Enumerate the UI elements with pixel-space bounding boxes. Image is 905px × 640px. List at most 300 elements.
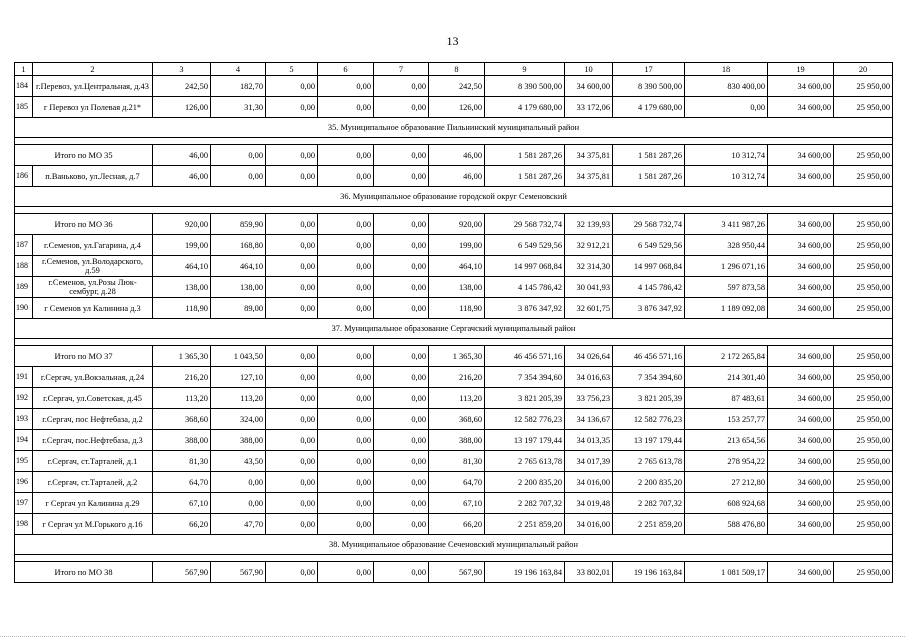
- value-cell: 0,00: [266, 514, 318, 535]
- value-cell: 34 600,00: [768, 214, 834, 235]
- row-number: 189: [15, 277, 33, 298]
- value-cell: 138,00: [429, 277, 485, 298]
- value-cell: 138,00: [153, 277, 211, 298]
- value-cell: 32 314,30: [565, 256, 613, 277]
- value-cell: 368,60: [153, 409, 211, 430]
- row-number: 192: [15, 388, 33, 409]
- value-cell: 0,00: [266, 256, 318, 277]
- value-cell: 0,00: [374, 166, 429, 187]
- value-cell: 0,00: [266, 298, 318, 319]
- value-cell: 1 581 287,26: [485, 166, 565, 187]
- value-cell: 830 400,00: [685, 76, 768, 97]
- value-cell: 0,00: [211, 493, 266, 514]
- value-cell: 0,00: [374, 514, 429, 535]
- value-cell: 0,00: [374, 367, 429, 388]
- value-cell: 214 301,40: [685, 367, 768, 388]
- column-header: 10: [565, 63, 613, 76]
- value-cell: 0,00: [318, 493, 374, 514]
- value-cell: 0,00: [318, 145, 374, 166]
- value-cell: 34 600,00: [768, 493, 834, 514]
- value-cell: 0,00: [266, 145, 318, 166]
- value-cell: 25 950,00: [834, 493, 893, 514]
- value-cell: 0,00: [266, 562, 318, 583]
- blank-cell: [15, 207, 893, 214]
- value-cell: 0,00: [266, 235, 318, 256]
- value-cell: 25 950,00: [834, 277, 893, 298]
- value-cell: 588 476,80: [685, 514, 768, 535]
- value-cell: 2 765 613,78: [485, 451, 565, 472]
- value-cell: 0,00: [266, 166, 318, 187]
- table-row: [15, 235, 893, 256]
- value-cell: 118,90: [429, 298, 485, 319]
- value-cell: 46,00: [429, 166, 485, 187]
- value-cell: 34 016,00: [565, 514, 613, 535]
- value-cell: 1 043,50: [211, 346, 266, 367]
- value-cell: 32 912,21: [565, 235, 613, 256]
- value-cell: 0,00: [685, 97, 768, 118]
- value-cell: 4 145 786,42: [613, 277, 685, 298]
- value-cell: 29 568 732,74: [485, 214, 565, 235]
- value-cell: 1 581 287,26: [613, 166, 685, 187]
- value-cell: 66,20: [153, 514, 211, 535]
- value-cell: 0,00: [374, 409, 429, 430]
- column-header: 3: [153, 63, 211, 76]
- value-cell: 13 197 179,44: [613, 430, 685, 451]
- value-cell: 25 950,00: [834, 145, 893, 166]
- value-cell: 34 600,00: [768, 256, 834, 277]
- value-cell: 126,00: [429, 97, 485, 118]
- value-cell: 43,50: [211, 451, 266, 472]
- value-cell: 34 600,00: [768, 409, 834, 430]
- value-cell: 34 600,00: [768, 145, 834, 166]
- address-cell: г Семенов ул Калинина д.3: [33, 298, 153, 319]
- address-cell: г.Сергач, ул.Вокзальная, д.24: [33, 367, 153, 388]
- total-row: [15, 145, 893, 166]
- value-cell: 46,00: [429, 145, 485, 166]
- blank-cell: [15, 138, 893, 145]
- total-row: [15, 214, 893, 235]
- value-cell: 34 600,00: [768, 451, 834, 472]
- value-cell: 1 581 287,26: [613, 145, 685, 166]
- section-row: [15, 187, 893, 207]
- blank-row: [15, 207, 893, 214]
- column-header: 7: [374, 63, 429, 76]
- value-cell: 46,00: [153, 166, 211, 187]
- value-cell: 0,00: [318, 430, 374, 451]
- value-cell: 216,20: [153, 367, 211, 388]
- value-cell: 34 600,00: [768, 298, 834, 319]
- value-cell: 0,00: [266, 346, 318, 367]
- row-number: 188: [15, 256, 33, 277]
- value-cell: 0,00: [374, 76, 429, 97]
- value-cell: 8 390 500,00: [613, 76, 685, 97]
- value-cell: 25 950,00: [834, 514, 893, 535]
- blank-row: [15, 339, 893, 346]
- value-cell: 2 282 707,32: [613, 493, 685, 514]
- value-cell: 0,00: [374, 145, 429, 166]
- total-label: Итого по МО 35: [15, 145, 153, 166]
- value-cell: 25 950,00: [834, 409, 893, 430]
- value-cell: 0,00: [266, 367, 318, 388]
- value-cell: 920,00: [153, 214, 211, 235]
- total-label: Итого по МО 38: [15, 562, 153, 583]
- value-cell: 33 802,01: [565, 562, 613, 583]
- value-cell: 0,00: [318, 472, 374, 493]
- value-cell: 0,00: [318, 388, 374, 409]
- scan-edge-line: [0, 636, 905, 640]
- value-cell: 213 654,56: [685, 430, 768, 451]
- value-cell: 34 375,81: [565, 166, 613, 187]
- value-cell: 12 582 776,23: [613, 409, 685, 430]
- value-cell: 464,10: [211, 256, 266, 277]
- value-cell: 66,20: [429, 514, 485, 535]
- row-number: 193: [15, 409, 33, 430]
- value-cell: 859,90: [211, 214, 266, 235]
- value-cell: 1 081 509,17: [685, 562, 768, 583]
- value-cell: 25 950,00: [834, 346, 893, 367]
- value-cell: 0,00: [374, 256, 429, 277]
- value-cell: 6 549 529,56: [613, 235, 685, 256]
- total-label: Итого по МО 36: [15, 214, 153, 235]
- value-cell: 567,90: [153, 562, 211, 583]
- value-cell: 388,00: [429, 430, 485, 451]
- value-cell: 368,60: [429, 409, 485, 430]
- value-cell: 46 456 571,16: [613, 346, 685, 367]
- value-cell: 47,70: [211, 514, 266, 535]
- value-cell: 0,00: [318, 367, 374, 388]
- table-row: [15, 256, 893, 277]
- column-header: 18: [685, 63, 768, 76]
- address-cell: г.Перевоз, ул.Центральная, д.43: [33, 76, 153, 97]
- value-cell: 34 600,00: [768, 472, 834, 493]
- row-number: 194: [15, 430, 33, 451]
- value-cell: 0,00: [266, 214, 318, 235]
- blank-cell: [15, 339, 893, 346]
- value-cell: 34 600,00: [768, 367, 834, 388]
- address-cell: г Сергач ул М.Горького д.16: [33, 514, 153, 535]
- value-cell: 34 600,00: [768, 277, 834, 298]
- value-cell: 0,00: [266, 388, 318, 409]
- column-header: 20: [834, 63, 893, 76]
- value-cell: 464,10: [153, 256, 211, 277]
- row-number: 196: [15, 472, 33, 493]
- value-cell: 14 997 068,84: [613, 256, 685, 277]
- table-row: [15, 430, 893, 451]
- row-number: 198: [15, 514, 33, 535]
- row-number: 197: [15, 493, 33, 514]
- value-cell: 34 016,63: [565, 367, 613, 388]
- value-cell: 199,00: [429, 235, 485, 256]
- value-cell: 2 251 859,20: [613, 514, 685, 535]
- value-cell: 34 600,00: [768, 388, 834, 409]
- value-cell: 0,00: [211, 145, 266, 166]
- value-cell: 0,00: [374, 277, 429, 298]
- value-cell: 0,00: [318, 277, 374, 298]
- value-cell: 25 950,00: [834, 97, 893, 118]
- value-cell: 567,90: [211, 562, 266, 583]
- value-cell: 10 312,74: [685, 166, 768, 187]
- address-cell: г.Сергач, пос.Нефтебаза, д.3: [33, 430, 153, 451]
- value-cell: 920,00: [429, 214, 485, 235]
- value-cell: 34 013,35: [565, 430, 613, 451]
- column-header: 19: [768, 63, 834, 76]
- value-cell: 34 136,67: [565, 409, 613, 430]
- value-cell: 182,70: [211, 76, 266, 97]
- value-cell: 0,00: [318, 76, 374, 97]
- column-header: 5: [266, 63, 318, 76]
- value-cell: 33 756,23: [565, 388, 613, 409]
- row-number: 190: [15, 298, 33, 319]
- value-cell: 34 600,00: [768, 346, 834, 367]
- address-cell: г.Сергач, пос Нефтебаза, д.2: [33, 409, 153, 430]
- value-cell: 127,10: [211, 367, 266, 388]
- value-cell: 4 179 680,00: [613, 97, 685, 118]
- value-cell: 0,00: [374, 298, 429, 319]
- value-cell: 0,00: [374, 235, 429, 256]
- value-cell: 29 568 732,74: [613, 214, 685, 235]
- table-row: [15, 514, 893, 535]
- value-cell: 0,00: [266, 277, 318, 298]
- value-cell: 34 600,00: [768, 430, 834, 451]
- table-row: [15, 367, 893, 388]
- value-cell: 34 600,00: [768, 235, 834, 256]
- value-cell: 153 257,77: [685, 409, 768, 430]
- value-cell: 64,70: [429, 472, 485, 493]
- blank-row: [15, 555, 893, 562]
- value-cell: 3 821 205,39: [613, 388, 685, 409]
- value-cell: 3 876 347,92: [613, 298, 685, 319]
- value-cell: 0,00: [318, 214, 374, 235]
- value-cell: 1 365,30: [153, 346, 211, 367]
- column-header: 2: [33, 63, 153, 76]
- address-cell: г Сергач ул Калинина д.29: [33, 493, 153, 514]
- value-cell: 388,00: [211, 430, 266, 451]
- value-cell: 25 950,00: [834, 214, 893, 235]
- value-cell: 34 016,00: [565, 472, 613, 493]
- value-cell: 1 365,30: [429, 346, 485, 367]
- value-cell: 30 041,93: [565, 277, 613, 298]
- column-header: 17: [613, 63, 685, 76]
- section-row: [15, 535, 893, 555]
- address-cell: г.Сергач, ст.Тарталей, д.1: [33, 451, 153, 472]
- table-row: [15, 166, 893, 187]
- value-cell: 34 600,00: [768, 166, 834, 187]
- table-row: [15, 472, 893, 493]
- value-cell: 25 950,00: [834, 472, 893, 493]
- value-cell: 0,00: [318, 97, 374, 118]
- value-cell: 4 145 786,42: [485, 277, 565, 298]
- value-cell: 81,30: [153, 451, 211, 472]
- value-cell: 0,00: [318, 256, 374, 277]
- value-cell: 0,00: [374, 451, 429, 472]
- value-cell: 2 251 859,20: [485, 514, 565, 535]
- value-cell: 324,00: [211, 409, 266, 430]
- value-cell: 0,00: [211, 472, 266, 493]
- table-row: [15, 493, 893, 514]
- value-cell: 64,70: [153, 472, 211, 493]
- value-cell: 0,00: [318, 562, 374, 583]
- value-cell: 67,10: [429, 493, 485, 514]
- value-cell: 0,00: [266, 409, 318, 430]
- value-cell: 81,30: [429, 451, 485, 472]
- value-cell: 2 172 265,84: [685, 346, 768, 367]
- value-cell: 67,10: [153, 493, 211, 514]
- table-body: [15, 63, 893, 583]
- value-cell: 19 196 163,84: [485, 562, 565, 583]
- value-cell: 0,00: [266, 97, 318, 118]
- column-header: 6: [318, 63, 374, 76]
- value-cell: 32 139,93: [565, 214, 613, 235]
- value-cell: 567,90: [429, 562, 485, 583]
- value-cell: 1 581 287,26: [485, 145, 565, 166]
- value-cell: 8 390 500,00: [485, 76, 565, 97]
- value-cell: 14 997 068,84: [485, 256, 565, 277]
- value-cell: 597 873,58: [685, 277, 768, 298]
- row-number: 185: [15, 97, 33, 118]
- value-cell: 0,00: [374, 214, 429, 235]
- value-cell: 34 600,00: [565, 76, 613, 97]
- value-cell: 19 196 163,84: [613, 562, 685, 583]
- row-number: 195: [15, 451, 33, 472]
- value-cell: 2 765 613,78: [613, 451, 685, 472]
- value-cell: 2 282 707,32: [485, 493, 565, 514]
- value-cell: 242,50: [429, 76, 485, 97]
- value-cell: 3 411 987,26: [685, 214, 768, 235]
- value-cell: 0,00: [266, 493, 318, 514]
- value-cell: 608 924,68: [685, 493, 768, 514]
- value-cell: 46,00: [153, 145, 211, 166]
- value-cell: 328 950,44: [685, 235, 768, 256]
- value-cell: 216,20: [429, 367, 485, 388]
- value-cell: 113,20: [429, 388, 485, 409]
- value-cell: 118,90: [153, 298, 211, 319]
- value-cell: 34 019,48: [565, 493, 613, 514]
- value-cell: 0,00: [318, 514, 374, 535]
- address-cell: п.Ваньково, ул.Лесная, д.7: [33, 166, 153, 187]
- value-cell: 0,00: [318, 346, 374, 367]
- row-number: 184: [15, 76, 33, 97]
- value-cell: 27 212,80: [685, 472, 768, 493]
- value-cell: 10 312,74: [685, 145, 768, 166]
- value-cell: 126,00: [153, 97, 211, 118]
- value-cell: 464,10: [429, 256, 485, 277]
- value-cell: 3 876 347,92: [485, 298, 565, 319]
- value-cell: 32 601,75: [565, 298, 613, 319]
- value-cell: 31,30: [211, 97, 266, 118]
- table-row: [15, 76, 893, 97]
- value-cell: 0,00: [318, 451, 374, 472]
- value-cell: 0,00: [374, 493, 429, 514]
- value-cell: 34 600,00: [768, 514, 834, 535]
- section-title: 36. Муниципальное образование городской округ Семеновский: [15, 187, 893, 207]
- value-cell: 0,00: [374, 97, 429, 118]
- value-cell: 0,00: [266, 76, 318, 97]
- value-cell: 34 600,00: [768, 562, 834, 583]
- value-cell: 113,20: [211, 388, 266, 409]
- table-row: [15, 409, 893, 430]
- value-cell: 4 179 680,00: [485, 97, 565, 118]
- value-cell: 33 172,06: [565, 97, 613, 118]
- value-cell: 1 296 071,16: [685, 256, 768, 277]
- value-cell: 0,00: [266, 472, 318, 493]
- section-title: 38. Муниципальное образование Сеченовский муниципальный район: [15, 535, 893, 555]
- value-cell: 25 950,00: [834, 430, 893, 451]
- value-cell: 113,20: [153, 388, 211, 409]
- column-header: 9: [485, 63, 565, 76]
- section-title: 37. Муниципальное образование Сергачский муниципальный район: [15, 319, 893, 339]
- value-cell: 0,00: [211, 166, 266, 187]
- data-table: [14, 62, 893, 583]
- value-cell: 25 950,00: [834, 367, 893, 388]
- value-cell: 0,00: [318, 409, 374, 430]
- value-cell: 0,00: [318, 166, 374, 187]
- address-cell: г.Сергач, ул.Советская, д.45: [33, 388, 153, 409]
- table-row: [15, 451, 893, 472]
- value-cell: 278 954,22: [685, 451, 768, 472]
- address-cell: г.Сергач, ст.Тарталей, д.2: [33, 472, 153, 493]
- value-cell: 25 950,00: [834, 298, 893, 319]
- value-cell: 0,00: [374, 472, 429, 493]
- value-cell: 0,00: [318, 298, 374, 319]
- column-header: 4: [211, 63, 266, 76]
- value-cell: 2 200 835,20: [485, 472, 565, 493]
- total-row: [15, 346, 893, 367]
- total-row: [15, 562, 893, 583]
- table-row: [15, 97, 893, 118]
- total-label: Итого по МО 37: [15, 346, 153, 367]
- value-cell: 199,00: [153, 235, 211, 256]
- address-cell: г Перевоз ул Полевая д.21*: [33, 97, 153, 118]
- value-cell: 0,00: [318, 235, 374, 256]
- row-number: 187: [15, 235, 33, 256]
- value-cell: 1 189 092,08: [685, 298, 768, 319]
- section-row: [15, 118, 893, 138]
- value-cell: 25 950,00: [834, 451, 893, 472]
- value-cell: 25 950,00: [834, 76, 893, 97]
- blank-row: [15, 138, 893, 145]
- value-cell: 34 375,81: [565, 145, 613, 166]
- value-cell: 168,80: [211, 235, 266, 256]
- value-cell: 34 600,00: [768, 76, 834, 97]
- address-cell: г.Семенов, ул.Володарского, д.59: [33, 256, 153, 277]
- section-title: 35. Муниципальное образование Пильнинский муниципальный район: [15, 118, 893, 138]
- row-number: 186: [15, 166, 33, 187]
- value-cell: 6 549 529,56: [485, 235, 565, 256]
- value-cell: 25 950,00: [834, 388, 893, 409]
- value-cell: 0,00: [266, 451, 318, 472]
- value-cell: 0,00: [374, 430, 429, 451]
- value-cell: 3 821 205,39: [485, 388, 565, 409]
- value-cell: 242,50: [153, 76, 211, 97]
- value-cell: 0,00: [374, 388, 429, 409]
- address-cell: г.Семенов, ул.Гагарина, д.4: [33, 235, 153, 256]
- table-row: [15, 277, 893, 298]
- value-cell: 138,00: [211, 277, 266, 298]
- value-cell: 13 197 179,44: [485, 430, 565, 451]
- column-header: 1: [15, 63, 33, 76]
- blank-cell: [15, 555, 893, 562]
- value-cell: 87 483,61: [685, 388, 768, 409]
- table-row: [15, 298, 893, 319]
- value-cell: 12 582 776,23: [485, 409, 565, 430]
- value-cell: 89,00: [211, 298, 266, 319]
- value-cell: 7 354 394,60: [485, 367, 565, 388]
- value-cell: 34 026,64: [565, 346, 613, 367]
- value-cell: 388,00: [153, 430, 211, 451]
- column-header: 8: [429, 63, 485, 76]
- value-cell: 2 200 835,20: [613, 472, 685, 493]
- value-cell: 0,00: [374, 346, 429, 367]
